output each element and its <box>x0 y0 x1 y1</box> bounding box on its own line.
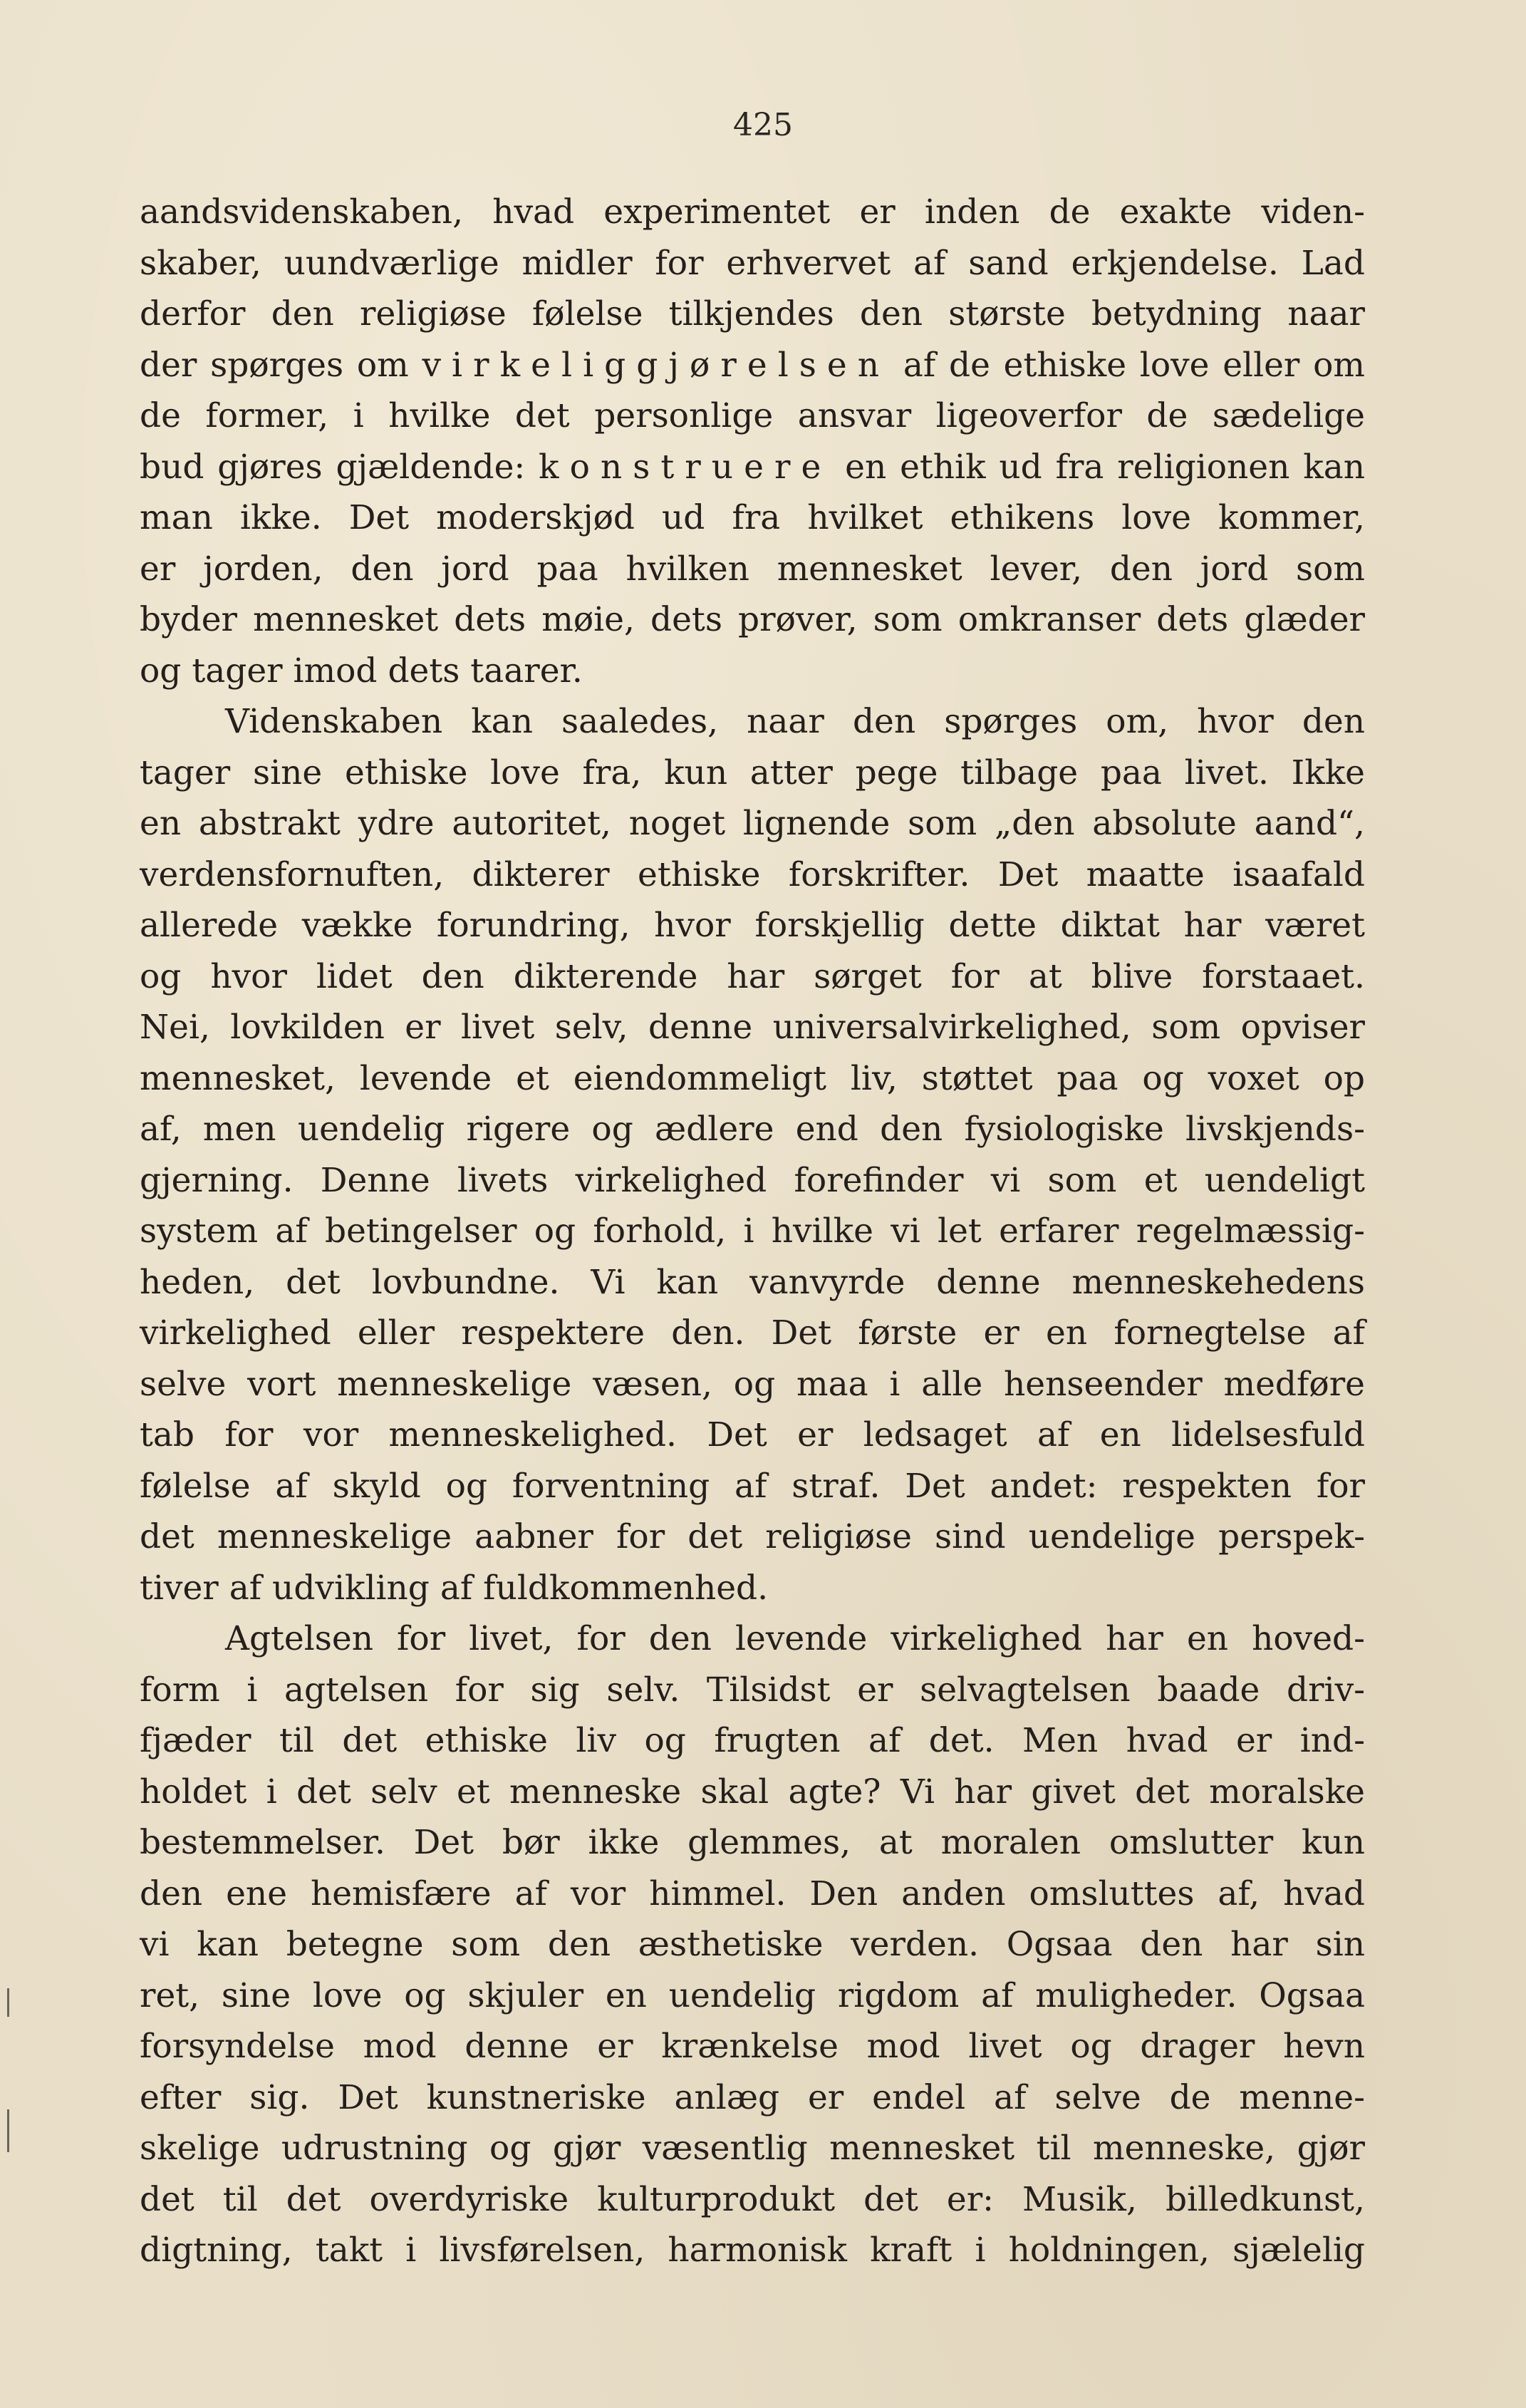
body-text <box>140 187 1365 2276</box>
page-number: 425 <box>733 107 793 143</box>
text-line: aandsvidenskaben, hvad experimentet er inden de exakte viden- <box>140 192 1365 232</box>
text-line: man ikke. Det moderskjød ud fra hvilket ethikens love kommer, <box>140 498 1365 537</box>
text-line: tiver af udvikling af fuldkommenhed. <box>140 1568 769 1608</box>
text-line: virkelighed eller respektere den. Det første er en fornegtelse af <box>140 1313 1365 1353</box>
text-line: form i agtelsen for sig selv. Tilsidst er selvagtelsen baade driv- <box>140 1670 1365 1710</box>
text-line: af, men uendelig rigere og ædlere end den fysiologiske livskjends- <box>140 1110 1365 1149</box>
text-line: vi kan betegne som den æsthetiske verden. Ogsaa den har sin <box>140 1925 1365 1964</box>
text-line: skelige udrustning og gjør væsentlig mennesket til menneske, gjør <box>140 2129 1365 2168</box>
emphasized-word: virkeliggjørelsen <box>422 345 891 385</box>
text-line: Nei, lovkilden er livet selv, denne universalvirkelighed, som opviser <box>140 1008 1365 1047</box>
text-line: og tager imod dets taarer. <box>140 651 583 691</box>
text-line: bestemmelser. Det bør ikke glemmes, at moralen omslutter kun <box>140 1823 1365 1862</box>
paragraph <box>140 1613 1365 2276</box>
text-line: heden, det lovbundne. Vi kan vanvyrde denne menneskehedens <box>140 1262 1365 1302</box>
text-line: en abstrakt ydre autoritet, noget lignende som „den absolute aand“, <box>140 804 1365 843</box>
text-line: tab for vor menneskelighed. Det er ledsaget af en lidelsesfuld <box>140 1415 1365 1454</box>
text-line: efter sig. Det kunstneriske anlæg er endel af selve de menne- <box>140 2077 1365 2117</box>
text-line: bud gjøres gjældende: konstruere en ethik ud fra religionen kan <box>140 447 1365 487</box>
text-line: ret, sine love og skjuler en uendelig rigdom af muligheder. Ogsaa <box>140 1975 1365 2015</box>
text-line: mennesket, levende et eiendommeligt liv, støttet paa og voxet op <box>140 1058 1365 1098</box>
text-line: Agtelsen for livet, for den levende virkelighed har en hoved- <box>225 1619 1365 1658</box>
text-line: fjæder til det ethiske liv og frugten af det. Men hvad er ind- <box>140 1721 1365 1760</box>
text-line: digtning, takt i livsførelsen, harmonisk kraft i holdningen, sjælelig <box>140 2231 1365 2270</box>
edge-mark <box>7 2109 9 2152</box>
text-line: system af betingelser og forhold, i hvilke vi let erfarer regelmæssig- <box>140 1211 1365 1251</box>
text-line: byder mennesket dets møie, dets prøver, som omkranser dets glæder <box>140 600 1365 639</box>
text-line: holdet i det selv et menneske skal agte? Vi har givet det moralske <box>140 1772 1365 1812</box>
edge-mark <box>7 1988 9 2017</box>
text-line: det til det overdyriske kulturprodukt det er: Musik, billedkunst, <box>140 2179 1365 2219</box>
text-line: det menneskelige aabner for det religiøse sind uendelige perspek- <box>140 1517 1365 1556</box>
text-line: de former, i hvilke det personlige ansvar ligeoverfor de sædelige <box>140 396 1365 435</box>
text-line: allerede vække forundring, hvor forskjellig dette diktat har været <box>140 906 1365 945</box>
text-line: verdensfornuften, dikterer ethiske forskrifter. Det maatte isaafald <box>140 854 1365 894</box>
paragraph <box>140 187 1365 696</box>
text-line: og hvor lidet den dikterende har sørget for at blive forstaaet. <box>140 956 1365 996</box>
text-line: selve vort menneskelige væsen, og maa i alle henseender medføre <box>140 1364 1365 1404</box>
emphasized-word: konstruere <box>539 447 832 487</box>
text-line: forsyndelse mod denne er krænkelse mod livet og drager hevn <box>140 2027 1365 2066</box>
text-line: gjerning. Denne livets virkelighed forefinder vi som et uendeligt <box>140 1160 1365 1200</box>
text-line: følelse af skyld og forventning af straf. Det andet: respekten for <box>140 1466 1365 1506</box>
text-line: der spørges om virkeliggjørelsen af de ethiske love eller om <box>140 345 1366 385</box>
paragraph <box>140 696 1365 1613</box>
text-line: er jorden, den jord paa hvilken mennesket lever, den jord som <box>140 549 1365 589</box>
text-line: tager sine ethiske love fra, kun atter pege tilbage paa livet. Ikke <box>140 753 1365 792</box>
text-line: Videnskaben kan saaledes, naar den spørges om, hvor den <box>225 702 1365 741</box>
text-line: skaber, uundværlige midler for erhvervet af sand erkjendelse. Lad <box>140 243 1365 283</box>
text-line: den ene hemisfære af vor himmel. Den anden omsluttes af, hvad <box>140 1874 1365 1913</box>
text-line: derfor den religiøse følelse tilkjendes den største betydning naar <box>140 294 1365 334</box>
